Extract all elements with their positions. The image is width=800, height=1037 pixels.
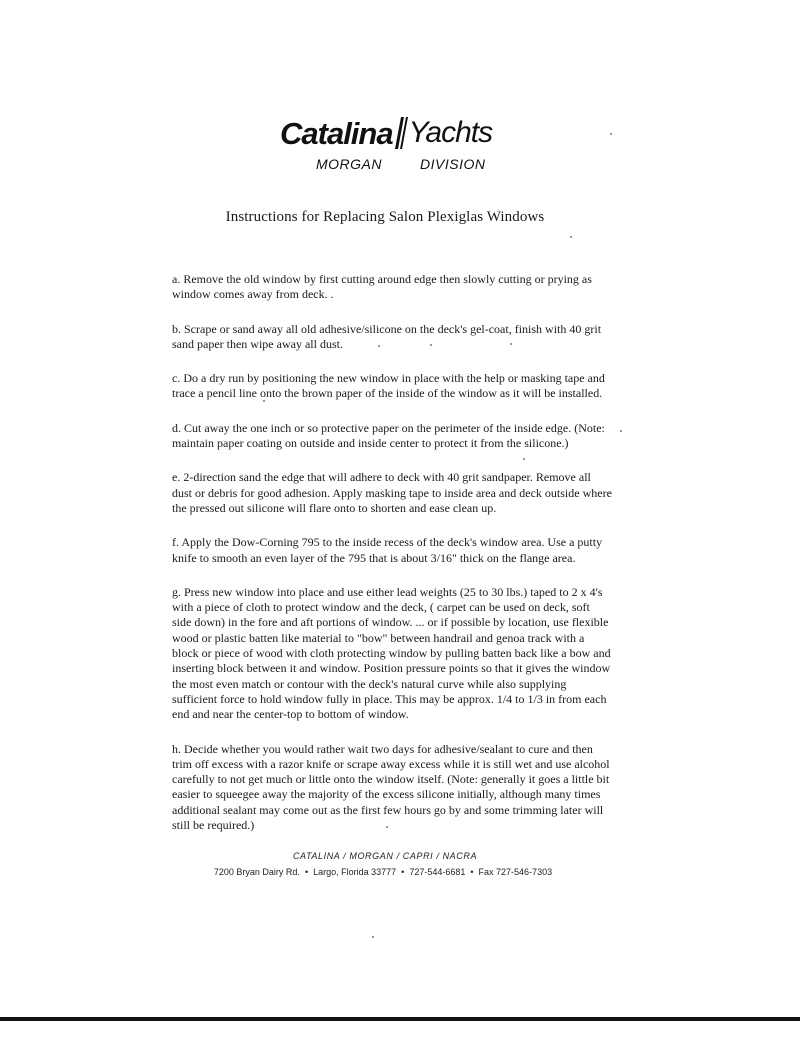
scan-speck: [386, 826, 388, 828]
scan-speck: [430, 344, 432, 346]
step-a: a. Remove the old window by first cutting around edge then slowly cutting or prying as window comes away from deck. .: [172, 272, 592, 302]
logo-division-line: [316, 156, 485, 172]
logo-slash-icon: [394, 116, 408, 150]
logo-wordmark: [280, 116, 492, 152]
step-e: e. 2-direction sand the edge that will adhere to deck with 40 grit sandpaper. Remove all dust or debris for good adhesion. Apply masking tape to inside area and deck outside where the pressed out silicone will flare onto to shorten and ease clean up.: [172, 470, 612, 515]
scan-speck: [510, 343, 512, 345]
scan-speck: [620, 430, 622, 432]
scan-speck: [372, 936, 374, 938]
footer-company-names: CATALINA / MORGAN / CAPRI / NACRA: [292, 851, 478, 861]
logo-brand-text: Catalina: [280, 116, 393, 151]
footer-contact-line: [0, 867, 766, 877]
footer-separator: •: [470, 867, 474, 877]
footer-separator: •: [304, 867, 309, 877]
instruction-steps: [172, 272, 612, 852]
scan-speck: [523, 458, 525, 460]
catalina-yachts-logo: [276, 116, 526, 178]
scan-speck: [570, 236, 572, 238]
step-f: f. Apply the Dow-Corning 795 to the inside recess of the deck's window area. Use a putty knife to smooth an even layer of the 795 that is about 3/16" thick on the flange area.: [172, 535, 603, 565]
footer-street: 7200 Bryan Dairy Rd.: [213, 867, 300, 877]
step-h: h. Decide whether you would rather wait two days for adhesive/sealant to cure and then trim off excess with a razor knife or scrape away excess while it is still wet and use alcohol carefully to not get much or little onto the window itself. (Note: generally it goes a little bit easier to squeegee away the majority of the excess silicone initially, although many times additional sealant may come out as the first few hours go by and some trimming later will still be required.): [172, 741, 610, 833]
step-d: d. Cut away the one inch or so protective paper on the perimeter of the inside edge. (Note: maintain paper coating on outside and inside center to protect it from the silicone.): [172, 420, 605, 451]
scan-speck: [263, 400, 265, 402]
step-c: c. Do a dry run by positioning the new window in place with the help or masking tape and trace a pencil line onto the brown paper of the inside of the window as it will be installed.: [172, 371, 605, 401]
document-title: Instructions for Replacing Salon Plexiglas Windows: [225, 209, 545, 225]
logo-brand-text-2: Yachts: [408, 116, 493, 149]
scan-speck: [610, 133, 612, 135]
footer-city: Largo, Florida 33777: [313, 867, 397, 877]
footer-separator: •: [401, 867, 405, 877]
logo-morgan-text: MORGAN: [316, 156, 382, 172]
footer-fax: Fax 727-546-7303: [478, 867, 553, 877]
scan-speck: [378, 345, 380, 347]
logo-division-text: DIVISION: [420, 156, 486, 172]
step-b: b. Scrape or sand away all old adhesive/silicone on the deck's gel-coat, finish with 40 grit sand paper then wipe away all dust.: [172, 321, 602, 351]
step-g: g. Press new window into place and use either lead weights (25 to 30 lbs.) taped to 2 x 4's with a piece of cloth to protect window and the deck, ( carpet can be used on deck, soft side down) in the fore and aft portions of window. ... or if possible by location, use flexible wood or plastic batten like material to "bow" between handrail and genoa track with a block or piece of wood with cloth protecting window by pulling batten back like a bow and inserting block between it and window. Position pressure points so that it gives the window the most even match or contour with the deck's natural curve while also supplying sufficient force to hold window fully in place. This may be approx. 1/4 to 1/3 in from each end and near the center-top to bottom of window.: [172, 584, 611, 722]
footer-phone: 727-544-6681: [409, 867, 466, 877]
scan-edge-bar: [0, 1017, 800, 1021]
